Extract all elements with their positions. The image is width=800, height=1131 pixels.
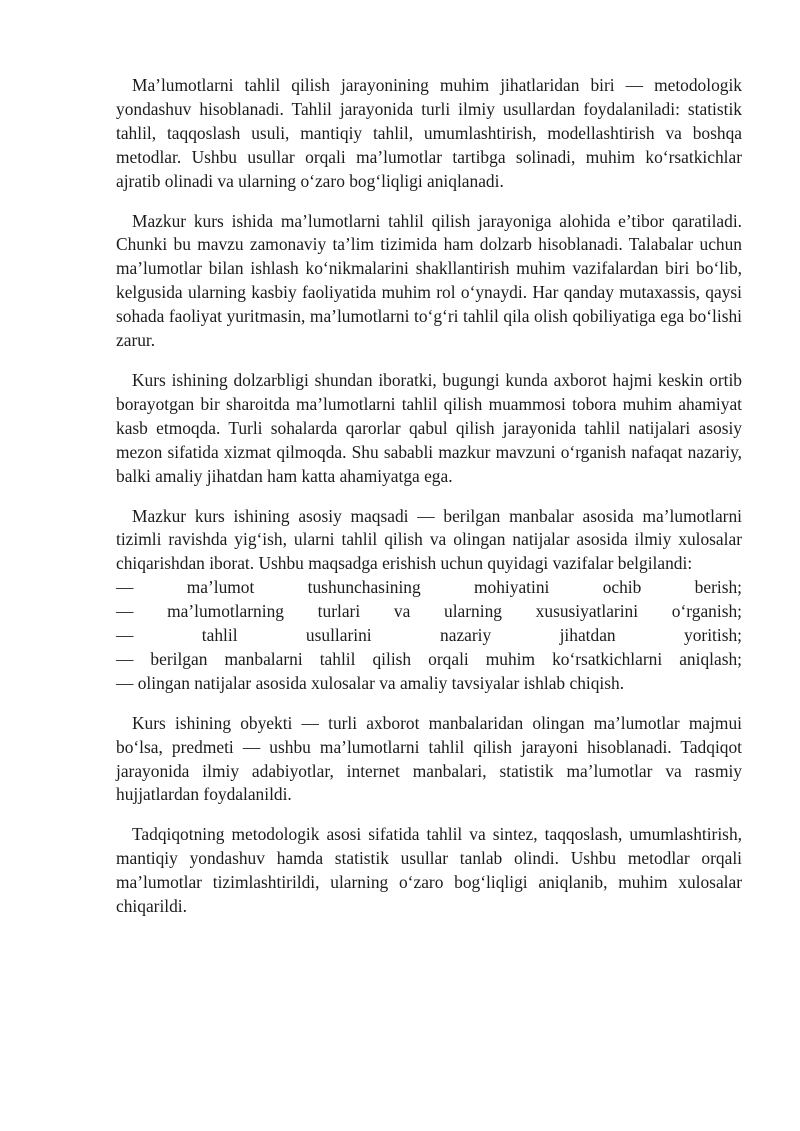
document-page (116, 74, 742, 935)
task-item: — olingan natijalar asosida xulosalar va amaliy tavsiyalar ishlab chiqish. (116, 672, 625, 693)
paragraph-goal: Mazkur kurs ishining asosiy maqsadi — berilgan manbalar asosida ma’lumotlarni tizimli ravishda yig‘ish, ularni tahlil qilish va olingan natijalar asosida ilmiy xulosalar chiqarishdan iborat. Ushbu maqsadga erishish uchun quyidagi vazifalar belgilandi: (116, 505, 742, 574)
task-item: — ma’lumotlarning turlari va ularning xususiyatlarini o‘rganish; (116, 601, 742, 622)
paragraph-method-basis: Tadqiqotning metodologik asosi sifatida tahlil va sintez, taqqoslash, umumlashtirish, mantiqiy yondashuv hamda statistik usullar tanlab olindi. Ushbu metodlar orqali ma’lumotlar tizimlashtirildi, ularning o‘zaro bog‘liqligi aniqlanib, muhim xulosalar chiqarildi. (116, 824, 742, 917)
task-item: — berilgan manbalarni tahlil qilish orqali muhim ko‘rsatkichlarni aniqlash; (116, 648, 742, 669)
task-item: — tahlil usullarini nazariy jihatdan yoritish; (116, 625, 742, 646)
task-list (116, 576, 742, 696)
paragraph-methodology: Ma’lumotlarni tahlil qilish jarayonining muhim jihatlaridan biri — metodologik yondashuv hisoblanadi. Tahlil jarayonida turli ilmiy usullardan foydalaniladi: statistik tahlil, taqqoslash usuli, mantiqiy tahlil, umumlashtirish, modellashtirish va boshqa metodlar. Ushbu usullar orqali ma’lumotlar tartibga solinadi, muhim ko‘rsatkichlar ajratib olinadi va ularning o‘zaro bog‘liqligi aniqlanadi. (116, 75, 742, 191)
paragraph-attention: Mazkur kurs ishida ma’lumotlarni tahlil qilish jarayoniga alohida e’tibor qaratiladi. Chunki bu mavzu zamonaviy ta’lim tizimida ham dolzarb hisoblanadi. Talabalar uchun ma’lumotlar bilan ishlash ko‘nikmalarini shakllantirish muhim vazifalardan biri bo‘lib, kelgusida ularning kasbiy faoliyatida muhim rol o‘ynaydi. Har qanday mutaxassis, qaysi sohada faoliyat yuritmasin, ma’lumotlarni to‘g‘ri tahlil qila olish qobiliyatiga ega bo‘lishi zarur. (116, 210, 742, 351)
task-item: — ma’lumot tushunchasining mohiyatini ochib berish; (116, 577, 742, 598)
paragraph-object: Kurs ishining obyekti — turli axborot manbalaridan olingan ma’lumotlar majmui bo‘lsa, predmeti — ushbu ma’lumotlarni tahlil qilish jarayoni hisoblanadi. Tadqiqot jarayonida ilmiy adabiyotlar, internet manbalari, statistik ma’lumotlar va rasmiy hujjatlardan foydalanildi. (116, 712, 742, 805)
paragraph-relevance: Kurs ishining dolzarbligi shundan iboratki, bugungi kunda axborot hajmi keskin ortib borayotgan bir sharoitda ma’lumotlarni tahlil qilish muammosi tobora muhim ahamiyat kasb etmoqda. Turli sohalarda qarorlar qabul qilish jarayonida tahlil natijalari asosiy mezon sifatida xizmat qilmoqda. Shu sababli mazkur mavzuni o‘rganish nafaqat nazariy, balki amaliy jihatdan ham katta ahamiyatga ega. (116, 369, 742, 486)
